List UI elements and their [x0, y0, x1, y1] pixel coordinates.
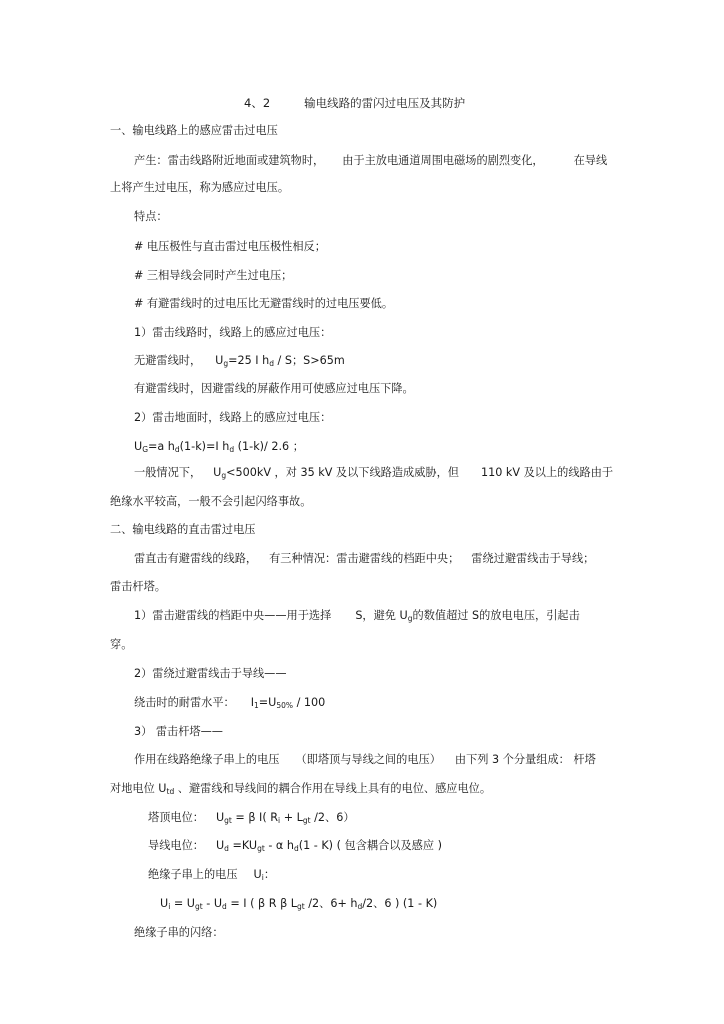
formula-sub: g	[221, 471, 227, 480]
formula-part: - U	[202, 897, 223, 910]
text-fragment: <500kV ，对 35 kV 及以下线路造成威胁，但	[226, 466, 459, 479]
feature-item: # 三相导线会同时产生过电压；	[134, 269, 293, 282]
formula-part: = I ( β R β L	[226, 897, 298, 910]
formula-part: U	[215, 839, 225, 852]
formula-sub: td	[166, 787, 175, 796]
general-note-line2: 绝缘水平较高，一般不会引起闪络事故。	[110, 495, 312, 508]
formula-part: (1-k)/ 2.6 ；	[234, 440, 304, 453]
text-fragment: 在导线	[573, 154, 608, 167]
title-text: 输电线路的雷闪过电压及其防护	[304, 96, 466, 110]
formula-label: 塔顶电位：	[148, 811, 204, 824]
formula-part: U	[134, 440, 143, 453]
formula-sub: d	[224, 844, 229, 853]
text-fragment: 的数值超过 S的放电电压，引起击	[412, 609, 580, 622]
formula-part: =25 I h	[228, 354, 270, 367]
formula-part: = β I( R	[231, 811, 279, 824]
formula-part: + L	[280, 811, 303, 824]
formula-sub: d	[269, 359, 274, 368]
formula-sub: d	[357, 902, 363, 911]
formula-part: =KU	[228, 839, 258, 852]
formula-part: U	[213, 466, 222, 479]
case-1-note: 有避雷线时，因避雷线的屏蔽作用可使感应过电压下降。	[134, 382, 414, 395]
text-fragment: 1）雷击避雷线的档距中央——用于选择	[134, 609, 332, 622]
item-3-paragraph-line2	[110, 782, 491, 796]
formula-sub: i	[261, 873, 264, 882]
item-3: 3） 雷击杆塔——	[134, 725, 223, 738]
formula-part: =U	[258, 696, 277, 709]
formula-sub: d	[222, 902, 227, 911]
text-fragment: 有三种情况：雷击避雷线的档距中央；	[269, 552, 460, 565]
formula-label: 导线电位：	[148, 839, 204, 852]
formula-part: U	[215, 354, 224, 367]
features-label: 特点：	[134, 210, 168, 223]
formula-part: (1 - K) ( 包含耦合以及感应 )	[298, 839, 442, 852]
formula-sub: d	[293, 844, 299, 853]
formula-sub: gt	[194, 902, 203, 911]
paragraph-origin	[134, 154, 607, 168]
formula-sub: gt	[224, 816, 232, 825]
formula-sub: g	[223, 359, 229, 368]
item-1	[134, 609, 580, 623]
item-1-line2: 穿。	[110, 638, 133, 651]
formula-part: / 100	[293, 696, 326, 709]
paragraph-origin-line2: 上将产生过电压，称为感应过电压。	[110, 181, 290, 194]
paragraph-intro-line2: 雷击杆塔。	[110, 580, 166, 593]
text-fragment: 雷直击有避雷线的线路，	[134, 552, 258, 565]
formula-part: U	[160, 897, 169, 910]
wire-potential	[148, 839, 442, 853]
item-2: 2）雷绕过避雷线击于导线——	[134, 667, 287, 680]
case-2-formula	[134, 440, 304, 454]
insulator-voltage-formula	[160, 897, 437, 911]
formula-part: / S；S>65m	[274, 354, 345, 367]
section-heading-2: 二、输电线路的直击雷过电压	[110, 523, 256, 536]
section-heading-1: 一、输电线路上的感应雷击过电压	[110, 124, 278, 137]
formula-sub: gt	[257, 844, 265, 853]
formula-sub: 50%	[276, 701, 294, 710]
feature-item: # 电压极性与直击雷过电压极性相反；	[134, 240, 326, 253]
formula-part: U	[215, 811, 225, 824]
formula-part: /2、6）	[310, 811, 355, 824]
paragraph-intro	[134, 552, 594, 566]
formula-sub: gt	[297, 902, 305, 911]
formula-sub: G	[142, 445, 149, 454]
formula-sub: 1	[254, 701, 259, 710]
item-2-formula	[134, 696, 325, 710]
formula-part: (1-k)=I h	[179, 440, 230, 453]
text-fragment: 对地电位 U	[110, 782, 167, 795]
formula-part: /2、6 ) (1 - K)	[362, 897, 438, 910]
case-2-heading: 2）雷击地面时，线路上的感应过电压：	[134, 411, 332, 424]
text-fragment: S，避免 U	[355, 609, 408, 622]
formula-part: U	[253, 868, 262, 881]
formula-part: I	[250, 696, 255, 709]
formula-sub: g	[407, 614, 413, 623]
text-fragment: 由于主放电通道周围电磁场的剧烈变化，	[342, 154, 544, 167]
insulator-voltage-label	[148, 868, 275, 882]
text-fragment: 110 kV 及以上的线路由于	[481, 466, 614, 479]
formula-sub: d	[229, 445, 235, 454]
text-fragment: 由下列 3 个分量组成： 杆塔	[454, 753, 596, 766]
text-fragment: （即塔顶与导线之间的电压）	[295, 753, 441, 766]
formula-part: ：	[263, 868, 276, 881]
page-title	[244, 96, 465, 110]
case-1-heading: 1）雷击线路时，线路上的感应过电压：	[134, 326, 332, 339]
formula-sub: d	[174, 445, 180, 454]
formula-part: =a h	[148, 440, 175, 453]
text-fragment: 一般情况下，	[134, 466, 202, 479]
tower-potential	[148, 811, 355, 825]
formula-label: 无避雷线时，	[134, 354, 202, 367]
formula-label: 绕击时的耐雷水平：	[134, 696, 235, 709]
item-3-paragraph	[134, 753, 596, 767]
formula-sub: i	[168, 902, 171, 911]
general-note	[134, 466, 613, 480]
formula-part: /2、6+ h	[304, 897, 358, 910]
section-number: 4、2	[244, 96, 271, 110]
formula-part: = U	[170, 897, 195, 910]
feature-item: # 有避雷线时的过电压比无避雷线时的过电压要低。	[134, 297, 394, 310]
formula-sub: gt	[302, 816, 311, 825]
formula-sub: i	[278, 816, 281, 825]
text-fragment: 雷绕过避雷线击于导线；	[471, 552, 595, 565]
formula-part: - α h	[264, 839, 294, 852]
formula-label: 绝缘子串上的电压	[148, 868, 238, 881]
case-1-formula	[134, 354, 345, 368]
flashover-label: 绝缘子串的闪络：	[134, 926, 224, 939]
text-fragment: 产生：雷击线路附近地面或建筑物时，	[134, 154, 325, 167]
text-fragment: 、避雷线和导线间的耦合作用在导线上具有的电位、感应电位。	[174, 782, 492, 795]
text-fragment: 作用在线路绝缘子串上的电压	[134, 753, 280, 766]
